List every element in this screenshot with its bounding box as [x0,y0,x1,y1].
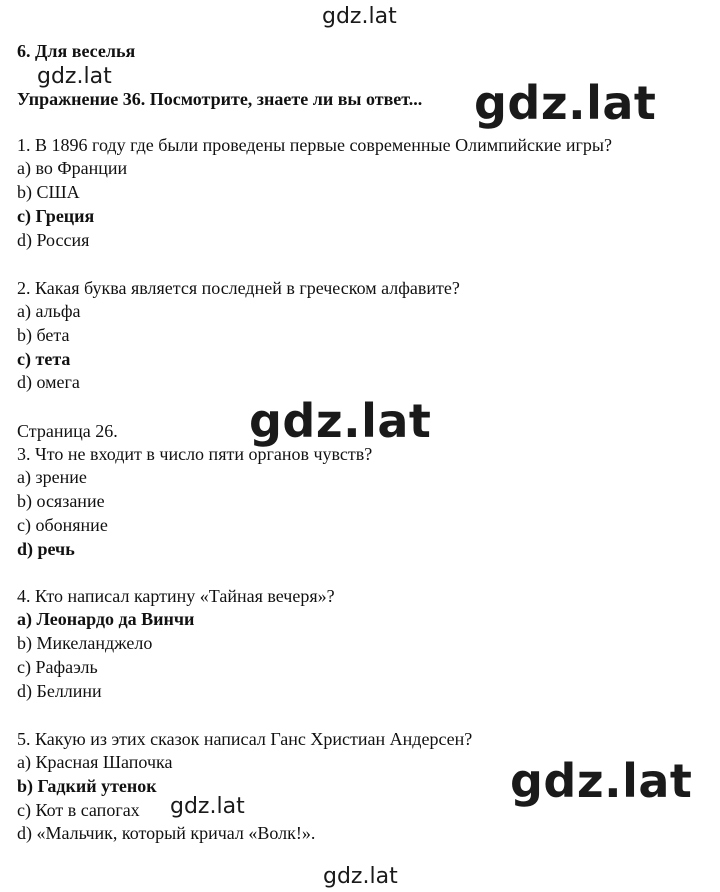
q5-option-a: a) Красная Шапочка [17,752,173,772]
exercise-title: Упражнение 36. Посмотрите, знаете ли вы ответ... [17,89,423,109]
section-title: 6. Для веселья [17,41,136,61]
page-note: Страница 26. [17,421,118,441]
watermark-bottom: gdz.lat [323,864,398,889]
watermark-top: gdz.lat [322,4,397,29]
watermark-near-q5: gdz.lat [170,794,245,819]
q5-option-d: d) «Мальчик, который кричал «Волк!». [17,823,316,843]
question-2: 2. Какая буква является последней в греческом алфавите? [17,278,460,298]
q4-option-a-answer: a) Леонардо да Винчи [17,609,195,629]
q4-option-d: d) Беллини [17,681,102,701]
q1-option-a: a) во Франции [17,158,128,178]
q2-option-c-answer: c) тета [17,349,71,369]
watermark-large-1: gdz.lat [470,80,660,126]
q4-option-c: c) Рафаэль [17,657,98,677]
watermark-under-title: gdz.lat [37,64,112,89]
question-3: 3. Что не входит в число пяти органов чувств? [17,444,373,464]
q2-option-b: b) бета [17,325,70,345]
q5-option-c: c) Кот в сапогах [17,800,140,820]
q3-option-a: a) зрение [17,467,87,487]
q1-option-b: b) США [17,182,80,202]
question-1: 1. В 1896 году где были проведены первые современные Олимпийские игры? [17,135,613,155]
watermark-large-3: gdz.lat [510,754,693,808]
watermark-large-2: gdz.lat [249,394,432,448]
q2-option-d: d) омега [17,372,80,392]
q5-option-b-answer: b) Гадкий утенок [17,776,157,796]
question-4: 4. Кто написал картину «Тайная вечеря»? [17,586,335,606]
q2-option-a: a) альфа [17,301,81,321]
q4-option-b: b) Микеланджело [17,633,153,653]
q3-option-d-answer: d) речь [17,539,75,559]
q3-option-c: c) обоняние [17,515,108,535]
question-5: 5. Какую из этих сказок написал Ганс Христиан Андерсен? [17,729,473,749]
q1-option-c-answer: c) Греция [17,206,95,226]
q1-option-d: d) Россия [17,230,90,250]
q3-option-b: b) осязание [17,491,105,511]
